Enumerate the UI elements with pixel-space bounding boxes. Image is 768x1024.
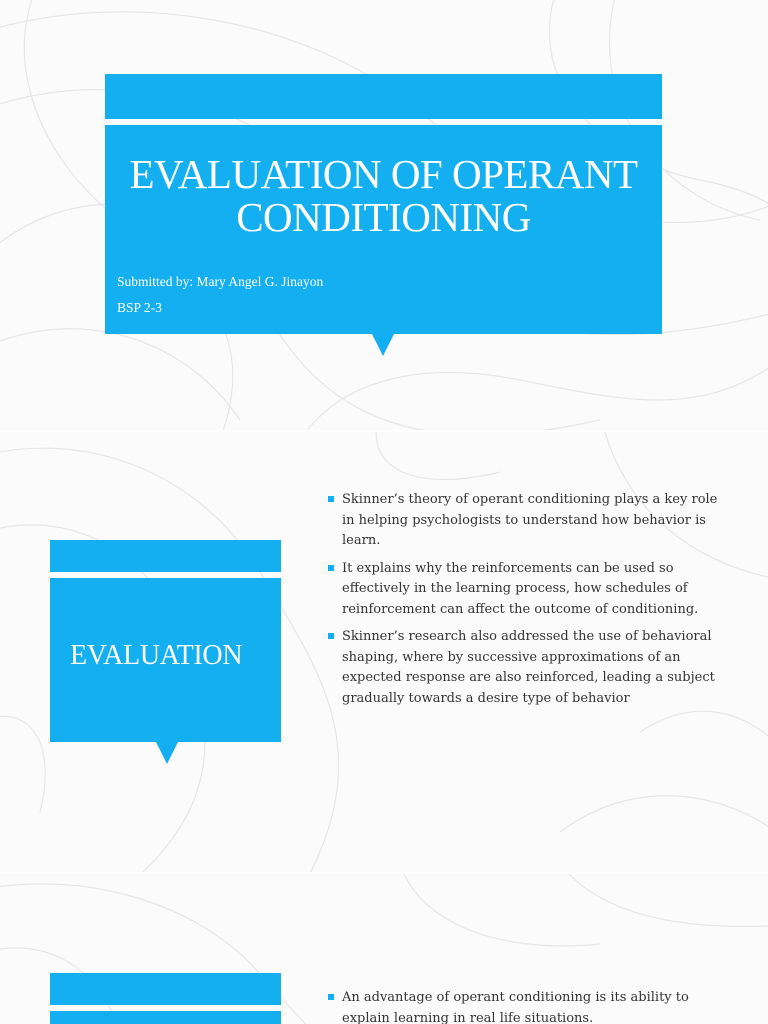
- bullet-square-icon: [328, 994, 334, 1000]
- advantage-slide: [0, 874, 768, 1024]
- title-accent-strip: [105, 74, 662, 119]
- bullet-item: [328, 988, 728, 1024]
- bullet-text: Skinner’s theory of operant conditioning plays a key role in helping psychologists to understand how behavior is learn.: [342, 492, 718, 548]
- bullet-item: [328, 490, 728, 552]
- advantage-box: [50, 1011, 281, 1024]
- bullet-text: An advantage of operant conditioning is its ability to explain learning in real life situations.: [342, 990, 689, 1024]
- callout-pointer: [156, 742, 178, 764]
- slide-title-line-2: CONDITIONING: [236, 194, 531, 240]
- bullet-item: [328, 559, 728, 621]
- advantage-bullet-list: [328, 988, 728, 1024]
- evaluation-box: [50, 578, 281, 742]
- evaluation-accent-strip: [50, 540, 281, 572]
- title-box: [105, 125, 662, 334]
- bullet-text: Skinner’s research also addressed the use of behavioral shaping, where by successive approximations of an expected response are also reinforced, leading a subject gradually towards a desire type of behavior: [342, 629, 715, 706]
- bullet-text: It explains why the reinforcements can be used so effectively in the learning process, how schedules of reinforcement can affect the outcome of conditioning.: [342, 560, 699, 617]
- callout-pointer: [372, 334, 394, 356]
- slide-title-line-1: EVALUATION OF OPERANT: [129, 151, 638, 197]
- evaluation-bullet-list: [328, 490, 728, 716]
- bullet-square-icon: [328, 496, 334, 502]
- title-slide: [0, 0, 768, 430]
- advantage-accent-strip: [50, 973, 281, 1005]
- evaluation-heading: EVALUATION: [70, 640, 243, 671]
- bullet-square-icon: [328, 565, 334, 571]
- submitted-by: Submitted by: Mary Angel G. Jinayon: [117, 274, 324, 289]
- evaluation-slide: [0, 432, 768, 872]
- section-label: BSP 2-3: [117, 300, 162, 315]
- bullet-item: [328, 627, 728, 709]
- bullet-square-icon: [328, 633, 334, 639]
- slide-title: [105, 153, 662, 239]
